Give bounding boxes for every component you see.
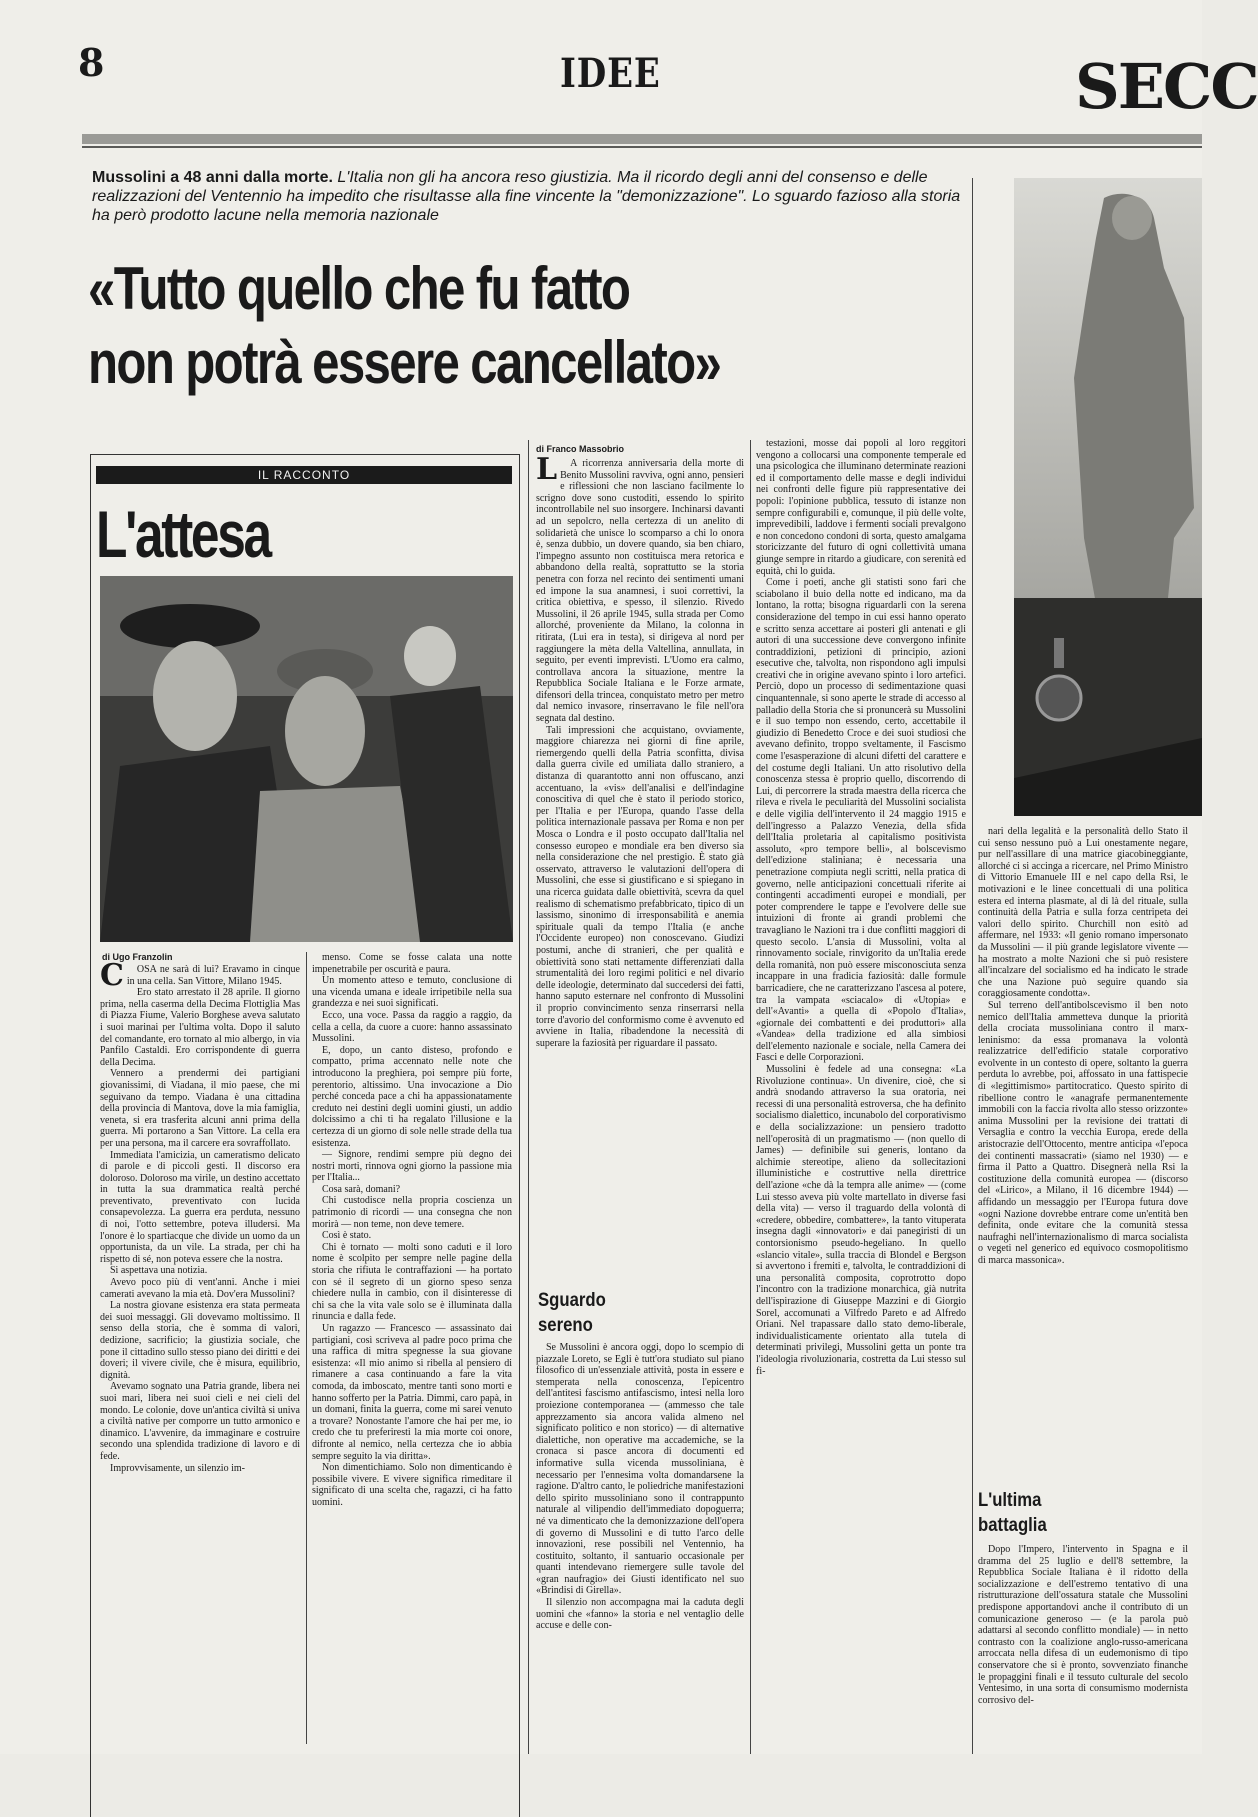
paragraph: Non dimentichiamo. Solo non dimenticando è possibile vivere. E vivere significa rimeditare il significato di una scelta che, ragazzi, ci ha fatto uomini. [312,1462,512,1508]
paragraph: Così è stato. [322,1230,372,1242]
kicker [92,168,962,225]
header-rule [82,134,1202,144]
paragraph: — Signore, rendimi sempre più degno dei nostri morti, rinnova ogni giorno la passione mia per l'Italia... [312,1149,512,1184]
paragraph: Chi è tornato — molti sono caduti e il loro nome è scolpito per sempre nelle pagine della storia che rifiuta le contraffazioni — ha portato con sé il segreto di un giorno speso senza chiedere nulla in cambio, con il disinteresse di chi sa che la vita vale solo se è illuminata dalla rinuncia e dalla fede. [312,1241,512,1323]
paragraph: testazioni, mosse dai popoli al loro reggitori vengono a collocarsi una componente temperale ed una psicologica che illuminano determinate reazioni ed il comportamento delle masse e degli individui nei confronti delle figure più rappresentative dei popoli: l'opinione pubblica, tessuto di istanze non sempre configurabili e, comunque, il più delle volte, imprevedibili, laddove i fermenti sociali prevalgono e non concedono condoni di sorta, questo amalgama storicizzante del futuro di ogni collettività umana giunge sempre in ritardo a giudicare, con serenità ed equità, chi lo guida. [756,438,966,577]
paragraph: Un ragazzo — Francesco — assassinato dai partigiani, così scriveva al padre poco prima che una raffica di mitra spegnesse la sua giovane esistenza: «Il mio animo si ribella al pensiero di rimanere a casa continuando a fare la vita comoda, da imboscato, mentre tanti sono morti e hanno sofferto per la Patria. Dimmi, caro papà, in un domani, finita la guerra, come mi sarei venuto a trovare? Nonostante l'amore che hai per me, io credo che tu preferiresti la mia morte coi onore, difronte al nemico, nella certezza che io abbia sempre seguito la via diritta». [312,1323,512,1462]
paragraph: Avevamo sognato una Patria grande, libera nei suoi mari, libera nei suoi cieli e nei cieli del mondo. Le colonie, dove un'antica civiltà si univa a civiltà native per comporre un tutto armonico e dinamico. L'avvenire, da immaginare e costruire secondo una splendida tradizione di lavoro e di fede. [100,1381,300,1462]
paragraph: Vennero a prendermi dei partigiani giovanissimi, di Viadana, il mio paese, che mi seguivano da tempo. Viadana è una cittadina della provincia di Mantova, dove la mia famiglia, veneta, si era trasferita alcuni anni prima della guerra. Mi portarono a San Vittore. La cella era per una persona, ma il carcere era sovraffollato. [100,1068,300,1149]
paragraph: Come i poeti, anche gli statisti sono fari che sciabolano il buio della notte ed indicano, ma da lontano, la rotta; bisogna riguardarli con la serena considerazione del tempo in cui essi hanno operato e scritto senza accettare ai posteri gli antenati e gli autori di una successione deve convergono infinite contraddizioni, petizioni di principio, azioni esecutive che, talvolta, non rispondono agli impulsi creativi che in origine avevano spinto i loro artefici. Perciò, dopo un processo di sedimentazione quasi cinquantennale, si sono aperte le strade di accesso al palladio della Storia che si pronuncerà su Mussolini e il suo tempo non essendo, certo, accettabile il giudizio di Benedetto Croce e dei suoi studiosi che avevano definito, troppo sveltamente, il Fascismo come l'esasperazione di alcuni difetti del carattere e del costume degli Italiani. Un atto risolutivo della conoscenza stessa è proprio quello, discorrendo di Lui, di percorrere la strada maestra della ricerca che rileva e rivela le peculiarità del Mussolini socialista e delle vigilia dell'intervento il 24 maggio 1915 e dell'ingresso a Palazzo Venezia, della sfida dell'Italia proletaria al capitalismo positivista assoluto, «pro tempore belli», al bolscevismo dell'edizione staliniana; è necessaria una penetrazione compiuta negli scritti, nella pratica di governo, nelle anticipazioni concettuali riferite ai contingenti accadimenti europei e mondiali, per poter comprendere le tappe e l'evolvere delle sue intuizioni di fronte ai grandi problemi che travagliano le Nazioni tra i due conflitti maggiori di questo secolo. L'ansia di Mussolini, volta al rinnovamento sociale, rinvigorito da un'Italia erede della romanità, non può essere misconosciuta senza incappare in una fradicia faziosità: dalle formule barricadiere, che ne caratterizzano l'ascesa al potere, tra la vampata «sciacalo» di «Utopia» e dell'«Avanti» a quella di «Popolo d'Italia», «giornale dei combattenti e dei produttori» alla «Vandea» della tradizione ed alla simbiosi dell'elemento nazionale e sociale, nella Camera dei Fasci e delle Corporazioni. [756,577,966,1064]
article-dropcap: L [536,452,558,487]
racconto-column-2 [312,952,512,1744]
paragraph: nari della legalità e la personalità dello Stato il cui senso nessuno può a Lui onestamente negare, pur nell'assillare di una matrice giacobineggiante, allorché ci si accinga a ricercare, nel Primo Ministro di Vittorio Emanuele III e nel capo della Rsi, le motivazioni e le linee concettuali di una politica estera ed interna plasmate, al di là del rituale, sulla continuità della Patria e sulla forza centripeta dei valori dello spirito. Churchill non esitò ad affermare, nel 1933: «Il genio romano impersonato da Mussolini — il più grande legislatore vivente — ha mostrato a molte Nazioni che si può resistere all'incalzare del socialismo ed ha indicato le strade che una Nazione può seguire quando sia coraggiosamente condotta». [978,826,1188,1000]
paragraph: Tali impressioni che acquistano, ovviamente, maggiore chiarezza nei giorni di fine aprile, riemergendo quelli della Patria sconfitta, divisa dalla guerra civile ed umiliata dallo straniero, a distanza di quarantotto anni non offuscano, anzi accentuano, la «vis» dell'analisi e dell'indagine conoscitiva di quel che è stato il periodo storico, per l'Italia e per l'Europa, quando l'asse della politica internazionale passava per Roma e non per Mosca o Londra e il posto occupato dall'Italia nel consesso europeo e mondiale era ben diverso sia nella considerazione che nel prestigio. È stato già osservato, attraverso le valutazioni dell'opera di Mussolini, che esse si giustificano e si spiegano in una ricerca guidata dalle obiettività, scevra da quel realismo di schematismo prefabbricato, tipico di un lassismo, sinonimo di irresponsabilità e anemia spirituale quali da tempo l'Italia (e anche l'Occidente europeo) non conoscevano. Giudizi postumi, anche di stranieri, che per qualità e obiettività sono stati nettamente differenziati dalla strumentalità dei loro regimi politici e nel divario delle ideologie, determinato dal succedersi dei fatti, hanno saputo esternare nel confronto di Mussolini il proprio convincimento senza rinserrarsi nella torre d'avorio del conformismo come è avvenuto ed avviene in Italia, ribadendone la necessità di superare la faziosità per riguardare il passato. [536,724,744,1049]
kicker-bold: Mussolini a 48 anni dalla morte. [92,169,333,186]
paragraph: Cosa sarà, domani? [322,1183,401,1195]
column-divider [972,178,973,1754]
paragraph: Se Mussolini è ancora oggi, dopo lo scempio di piazzale Loreto, se Egli è tutt'ora studiato sul piano filosofico di un'essenziale attività, posta in essere e stemperata nella conoscenza, l'epicentro dell'antitesi fascismo antifascismo, intesi nella loro proiezione contemporanea — (ammesso che tale apprezzamento sia ancora valida almeno nel significato politico e non storico) — di alternative dialettiche, non operative ma accademiche, se la cronaca si pasce ancora di documenti ed informative sulla vicenda mussoliniana, è necessario per l'ennesima volta domandarsene la ragione. D'altro canto, le poliedriche manifestazioni dello spirito mussoliniano sono il contrappunto naturale al vilipendio dell'immediato dopoguerra; né va dimenticato che la demonizzazione dell'opera di governo di Mussolini e di tutto l'arco delle innovazioni, rese possibili nel Ventennio, ha costituito, soltanto, il santuario occasionale per quanti intendevano riemergere sulle tavole del «gran naufragio» dei Giusti identificato nel suo «Brindisi di Girella». [536,1342,744,1597]
column-divider [306,952,307,1744]
page-number: 8 [78,40,105,85]
paragraph: Chi custodisce nella propria coscienza un patrimonio di ricordi — una consegna che non morirà — non teme, non deve temere. [312,1195,512,1230]
article-column-2 [756,438,966,1754]
paragraph: Dopo l'Impero, l'intervento in Spagna e il dramma del 25 luglio e dell'8 settembre, la Repubblica Sociale Italiana è il ridotto della socializzazione e dell'estremo tentativo di una ristrutturazione dell'ossatura statale che Mussolini predispone apportandovi anche il contributo di un comunicazione generoso — (e la parola può adattarsi al secondo conflitto mondiale) — in netto contrasto con la coalizione anglo-russo-americana arroccata nella difesa di un eudemonismo di tipo conservatore che si è pronto, sovvenziato finanche le propaggini finali e il tessuto culturale del secolo Ventesimo, in una sorta di consumismo modernista corrosivo del- [978,1544,1188,1706]
paragraph: OSA ne sarà di lui? Eravamo in cinque in una cella. San Vittore, Milano 1945. [126,964,300,987]
masthead-fragment: SECC [1075,50,1258,123]
racconto-byline: di Ugo Franzolin [102,952,173,962]
racconto-dropcap: C [100,958,124,993]
racconto-band: IL RACCONTO [96,466,512,484]
paragraph: E, dopo, un canto disteso, profondo e compatto, prima accennato nelle note che introducono la preghiera, poi sempre più forte, perentorio, altissimo. Una invocazione a Dio perché conceda pace a chi ha appassionatamente creduto nei destini degli uomini giusti, un addio dolcissimo a chi ti ha regalato l'illusione e la certezza di un giorno di sole nelle strade della tua esistenza. [312,1044,512,1149]
article-column-1 [536,452,744,1284]
column-divider [528,440,529,1754]
mussolini-photo-image [100,576,513,942]
headline-line-2: non potrà essere cancellato» [88,329,721,396]
article-column-1b [536,1342,744,1754]
racconto-column-1 [100,958,300,1744]
article-column-3b [978,1544,1188,1754]
paragraph: Il silenzio non accompagna mai la caduta degli uomini che «fanno» la storia e nel ventaglio delle accuse e delle con- [536,1597,744,1632]
paragraph: La nostra giovane esistenza era stata permeata dei suoi messaggi. Gli dovevamo moltissimo. Il senso della storia, che è somma di valori, dedizione, sacrificio; la giustizia sociale, che pone il cittadino sullo stesso piano dei diritti e dei doveri; il vivere civile, che è misura, equilibrio, dignità. [100,1300,300,1381]
paragraph: Ero stato arrestato il 28 aprile. Il giorno prima, nella caserma della Decima Flottiglia Mas di Piazza Fiume, Valerio Borghese aveva salutato i suoi marinai per l'ultima volta. Dopo il saluto del comandante, ero tornato al mio albergo, in via Panfilo Castaldi. Ero corrispondente di guerra della Decima. [100,987,300,1068]
article-byline: di Franco Massobrio [536,444,625,454]
paragraph: Mussolini è fedele ad una consegna: «La Rivoluzione continua». Un divenire, cioè, che si andrà snodando attraverso la sua oratoria, nei recessi di una personalità estroversa, che ha definito socialismo dialettico, incunabolo del corporativismo e della socializzazione: un pensiero tradotto nell'operosità di un pragmatismo — (non quello di James) — definibile sui generis, lontano da alchimie stereotipe, alieno da sollecitazioni illuministiche e costruttive nella direttrice dell'azione «che dà la tempra alle anime» — (come Lui stesso aveva più volte martellato in diverse fasi della vita) — verso il traguardo della volontà di «credere, obbedire, combattere», la tanto vituperata insegna dagli «innovatori» e dai panegiristi di un contorsionismo pseudo-hegeliano. In quello «slancio vitale», sulla traccia di Blondel e Bergson si avvertono i fremiti e, talvolta, le contraddizioni di una personalità composita, coprotrotto dopo l'incontro con la tradizione monarchica, già nutrita dell'ispirazione di Giuseppe Mazzini e di Giorgio Sorel, accomunati a Vilfredo Pareto e ad Alfredo Oriani. Nel trapassare dallo stato demo-liberale, individualisticamente orientato alla tutela di determinati privilegi, Mussolini getta un ponte tra l'ideologia rivoluzionaria, costretta da Lui stesso sul fi- [756,1064,966,1377]
paragraph: Avevo poco più di vent'anni. Anche i miei camerati avevano la mia età. Dov'era Mussolini? [100,1277,300,1300]
paragraph: Un momento atteso e temuto, conclusione di una vicenda umana e ideale irripetibile nella sua grandezza e nei suoi significati. [312,975,512,1010]
section-title: IDEE [560,50,661,97]
paragraph: Immediata l'amicizia, un cameratismo delicato di parole e di piccoli gesti. Il discorso era doloroso. Doloroso ma virile, un destino accettato in tutta la sua drammatica realtà perché preventivato, preventivato con lucida consapevolezza. La guerra era perduta, nessuno di noi, l'otto settembre, poteva illudersi. Ma l'onore è lo spartiacque che divide un uomo da un opportunista, da un vile. La strada, per chi ha rispetto di sé, non poteva essere che la nostra. [100,1149,300,1265]
mussolini-photo [100,576,513,942]
statue-photo [1014,178,1202,816]
paragraph: A ricorrenza anniversaria della morte di Benito Mussolini ravviva, ogni anno, pensieri e riflessioni che non lasciano facilmente lo scrigno dove sono custoditi, essendo lo spirito incontrollabile nel suo insorgere. Inchinarsi davanti ad un sepolcro, nella certezza di un anelito di solidarietà che unisce lo scomparso a chi lo onora è, senza dubbio, un dovere quando, sia ben chiaro, l'impegno assunto non costituisca mera retorica e abbandono della realtà, soprattutto se la storia penetra con forza nel recinto dei sentimenti umani ed impone la sua anamnesi, i suoi correttivi, la critica obiettiva, e spesso, il silenzio. Rivedo Mussolini, il 26 aprile 1945, sulla strada per Como allorché, proveniente da Milano, la colonna in ritirata, (Lui era in testa), si dirigeva al nord per raggiungere la mèta della Valtellina, annullata, in seguito, per eventi imprevisti. L'Uomo era calmo, controllava ancora la situazione, mentre la Repubblica Sociale Italiana e le Forze armate, difensori della trincea, conquistato metro per metro dal nemico invasore, rinserravano le file nell'ora segnata dal destino. [536,458,744,725]
header-rule-thin [82,146,1202,148]
paragraph: menso. Come se fosse calata una notte impenetrabile per oscurità e paura. [312,952,512,975]
paragraph: Sul terreno dell'antibolscevismo il ben noto nemico dell'Italia ammetteva dunque la priorità della crociata mussoliniana contro il marx-leninismo: da essa promanava la volontà realizzatrice dell'edificio statale corporativo evolvente in un contesto di opere, soltanto la guerra perduta lo avrebbe, poi, affossato in una fattispecie di «legittimismo» partitocratico. Questo spirito di ribellione contro le «anagrafe permanentemente immobili con la faccia rivolta allo stesso orizzonte» anima Mussolini per la revisione dei trattati di Versaglia e contro la vecchia Europa, erede della aristocrazie dell'Ottocento, mentre anticipa «l'epoca dei continenti massacrati» (siamo nel 1930) — e firma il Patto a Quattro. Disegnerà nella Rsi la costituzione della comunità europea — (discorso del «Lirico», a Milano, il 16 dicembre 1944) — affidando un messaggio per l'Europa futura dove «ogni Nazione dovrebbe entrare come un'entità ben definita, onde evitare che la comunità stessa naufraghi nell'internazionalismo di marca socialista o vegeti nel generico ed equivoco cosmopolitismo di marca massonica». [978,999,1188,1266]
racconto-title: L'attesa [96,497,270,571]
headline [88,252,810,400]
kicker-text: L'Italia non gli ha ancora reso giustizia. Ma il ricordo degli anni del consenso e delle realizzazioni del Ventennio ha impedito che risultasse alla fine vincente la "demonizzazione". Lo sguardo fazioso alla storia ha però prodotto lacune nella memoria nazionale [92,169,961,224]
article-column-3 [978,826,1188,1480]
column-divider [750,440,751,1754]
subhead-ultima-battaglia: L'ultima battaglia [978,1490,1047,1536]
headline-line-1: «Tutto quello che fu fatto [88,255,630,322]
paragraph: Ecco, una voce. Passa da raggio a raggio, da cella a cella, da cuore a cuore: hanno assassinato Mussolini. [312,1009,512,1045]
subhead-sguardo-sereno: Sguardo sereno [538,1290,606,1336]
statue-photo-image [1014,178,1202,816]
paragraph: Si aspettava una notizia. [110,1265,208,1277]
paragraph: Improvvisamente, un silenzio im- [110,1462,245,1474]
